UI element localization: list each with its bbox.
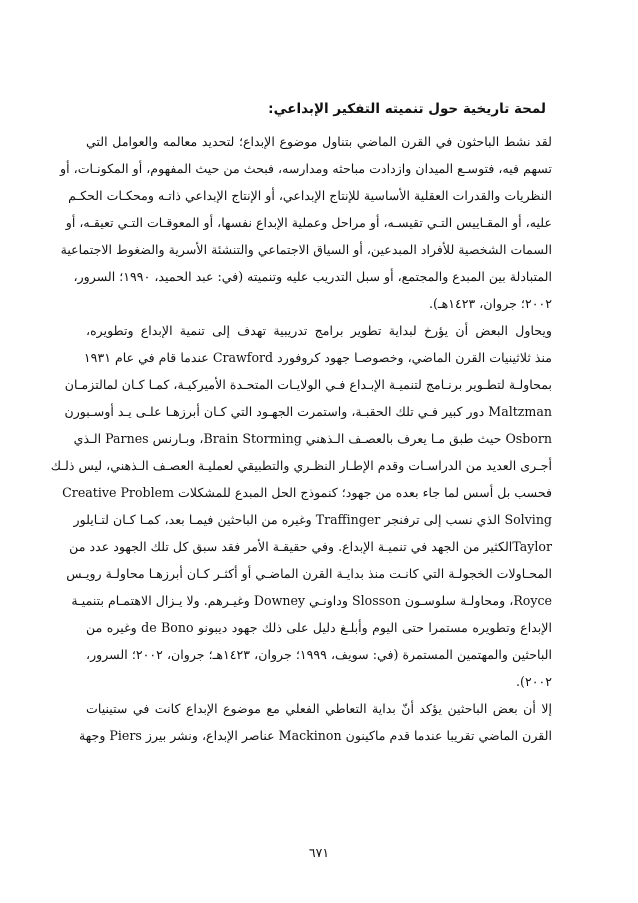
text-line: ويحاول البعض أن يؤرخ لبداية تطوير برامج تدريبية تهدف إلى تنمية الإبداع وتطويره، (86, 323, 552, 338)
text-line: Taylorالكثير من الجهد في تنميـة الإبداع. وفي حقيقـة الأمر فقد سبق كل تلك الجهود عدد من (69, 539, 552, 554)
text-line: بمحاولـة لتطـوير برنـامج لتنميـة الإبـداع فـي الولايـات المتحـدة الأميركيـة، كمـا كـان لمالتزمـان (64, 377, 552, 392)
page-number: ٦٧١ (308, 845, 330, 860)
text-line: فحسب بل أسس لما جاء بعده من جهود؛ كنموذج الحل المبدع للمشكلات Creative Problem (62, 485, 552, 500)
text-line: أجـرى العديد من الدراسـات وقدم الإطـار النظـري والتطبيقي لعمليـة العصـف الـذهني، ليس ذلـك (50, 458, 552, 473)
text-line: Maltzman دور كبير فـي تلك الحقبـة، واستمرت الجهـود التي كـان أبرزهـا علـى يـد أوسـبورن (64, 404, 552, 419)
text-line: لقد نشط الباحثون في القرن الماضي بتناول موضوع الإبداع؛ لتحديد معالمه والعوامل التي (86, 134, 552, 149)
text-line: تسهم فيه، فتوسـع الميدان وازدادت مباحثه ومدارسه، فبحث من حيث المفهوم، أو المكونـات، أو (60, 161, 552, 176)
text-line: إلا أن بعض الباحثين يؤكد أنّ بداية التعاطي الفعلي مع موضوع الإبداع كانت في ستينيات (86, 701, 552, 716)
text-line: ٢٠٠٢؛ جروان، ١٤٢٣هـ). (428, 296, 552, 311)
text-line: Solving الذي نسب إلى ترفنجر Traffinger وغيره من الباحثين فيمـا بعد، كمـا كـان لتـايلور (73, 512, 552, 527)
text-line: Royce، ومحاولـة سلوسـون Slosson وداونـي Downey وغيـرهم. ولا يـزال الاهتمـام بتنميـة (71, 593, 552, 608)
text-line: الباحثين والمهتمين المستمرة (في: سويف، ١٩٩٩؛ جروان، ١٤٢٣هـ؛ جروان، ٢٠٠٢؛ السرور، (86, 647, 552, 662)
text-line: النظريات والقدرات العقلية الأساسية للإنتاج الإبداعي، أو الإنتاج الإبداعي ذاتـه ومحكـات الحكـم (68, 188, 552, 203)
section-heading: لمحة تاريخية حول تنميته التفكير الإبداعي: (268, 101, 546, 117)
text-line: الإبداع وتطويره مستمرا حتى اليوم وأبلـغ دليل على ذلك جهود ديبونو de Bono وغيره من (86, 620, 552, 635)
body-text (50, 128, 552, 749)
text-line: المحـاولات الخجولـة التي كانـت منذ بدايـة القرن الماضـي أو أكثـر كـان أبرزهـا محاولـة رويـس (66, 566, 552, 581)
text-line: ٢٠٠٢). (516, 674, 552, 689)
text-line: Osborn حيث طبق مـا يعرف بالعصـف الـذهني Brain Storming، وبـارنس Parnes الـذي (73, 431, 552, 446)
text-line: المتبادلة بين المبدع والمجتمع، أو سبل التدريب عليه وتنميته (في: عبد الحميد، ١٩٩٠؛ السرور، (73, 269, 552, 284)
text-line: منذ ثلاثينيات القرن الماضي، وخصوصـا جهود كروفورد Crawford عندما قام في عام ١٩٣١ (83, 350, 552, 365)
text-line: عليه، أو المقـاييس التـي تقيسـه، أو مراحل وعملية الإبداع نفسها، أو المعوقـات التـي تعيقـه، أو (65, 215, 552, 230)
text-line: القرن الماضي تقريبا عندما قدم ماكينون Mackinon عناصر الإبداع، ونشر بيرز Piers وجهة (78, 728, 552, 743)
text-line: السمات الشخصية للأفراد المبدعين، أو السياق الاجتماعي والتنشئة الأسرية والضغوط الاجتماعية (60, 242, 552, 257)
